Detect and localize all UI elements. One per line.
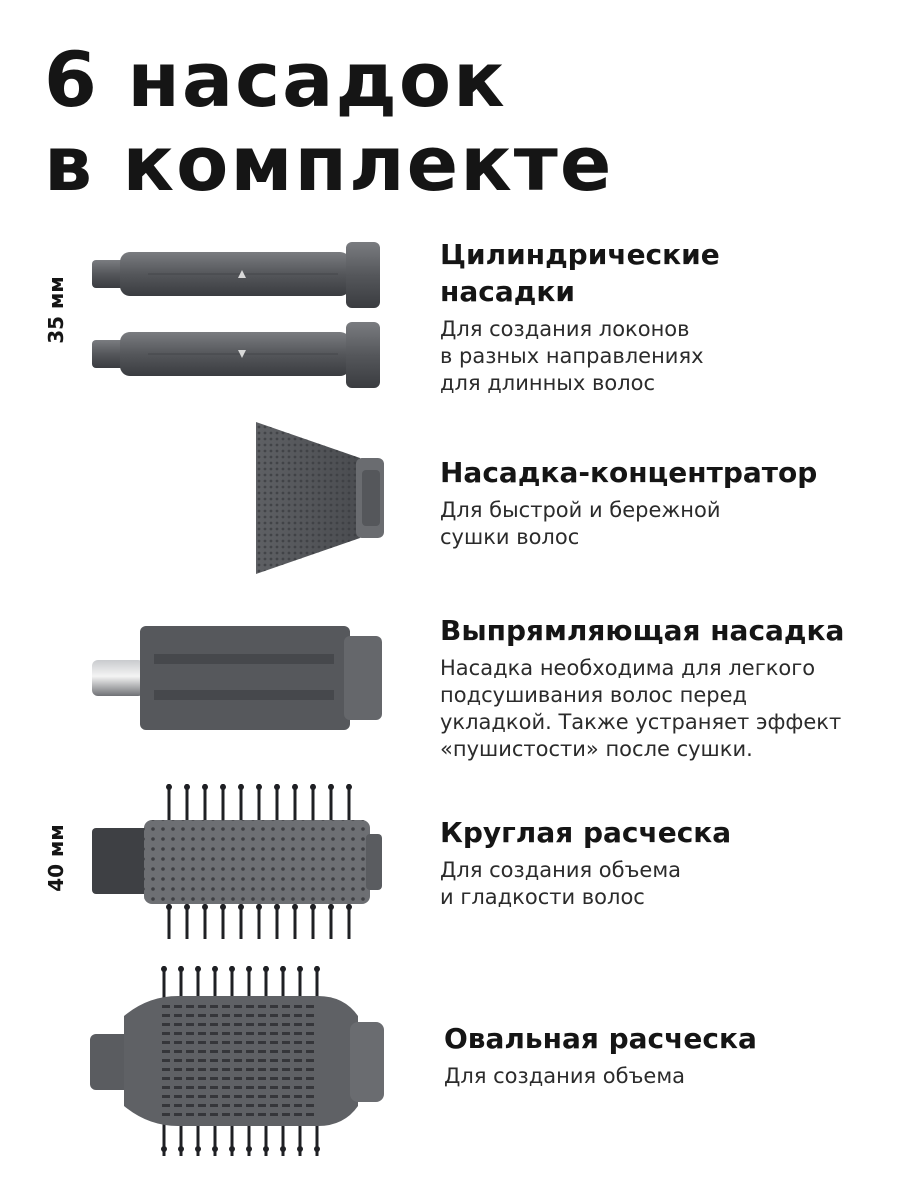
concentrator-attachment-image xyxy=(250,418,390,578)
item-round-brush xyxy=(440,814,731,911)
smoothing-attachment-image xyxy=(88,620,388,735)
item-round-brush-desc: Для создания объема и гладкости волос xyxy=(440,858,682,909)
page-title xyxy=(44,35,614,208)
cylinder-attachments-image xyxy=(88,240,388,390)
item-oval-brush xyxy=(444,1020,757,1090)
oval-brush-attachment-image xyxy=(88,966,388,1156)
item-cylinder-desc: Для создания локонов в разных направлениях для длинных волос xyxy=(440,317,704,395)
item-concentrator-title: Насадка-концентратор xyxy=(440,456,818,489)
round-brush-attachment-image xyxy=(88,784,388,939)
item-oval-brush-title: Овальная расческа xyxy=(444,1022,757,1055)
item-concentrator-desc: Для быстрой и бережной сушки волос xyxy=(440,498,721,549)
dimension-label-40: 40 мм xyxy=(43,824,68,892)
item-cylinder-title: Цилиндрические насадки xyxy=(440,238,720,308)
page-title-line1: 6 насадок xyxy=(44,35,507,124)
item-concentrator xyxy=(440,454,817,551)
item-oval-brush-desc: Для создания объема xyxy=(444,1064,686,1088)
dimension-label-35: 35 мм xyxy=(43,276,68,344)
page-title-line2: в комплекте xyxy=(44,119,614,208)
item-smoothing xyxy=(440,612,844,763)
item-cylinder xyxy=(440,236,720,397)
item-round-brush-title: Круглая расческа xyxy=(440,816,732,849)
item-smoothing-desc: Насадка необходима для легкого подсушивания волос перед укладкой. Также устраняет эффект «пушистости» после сушки. xyxy=(440,656,842,761)
item-smoothing-title: Выпрямляющая насадка xyxy=(440,614,845,647)
